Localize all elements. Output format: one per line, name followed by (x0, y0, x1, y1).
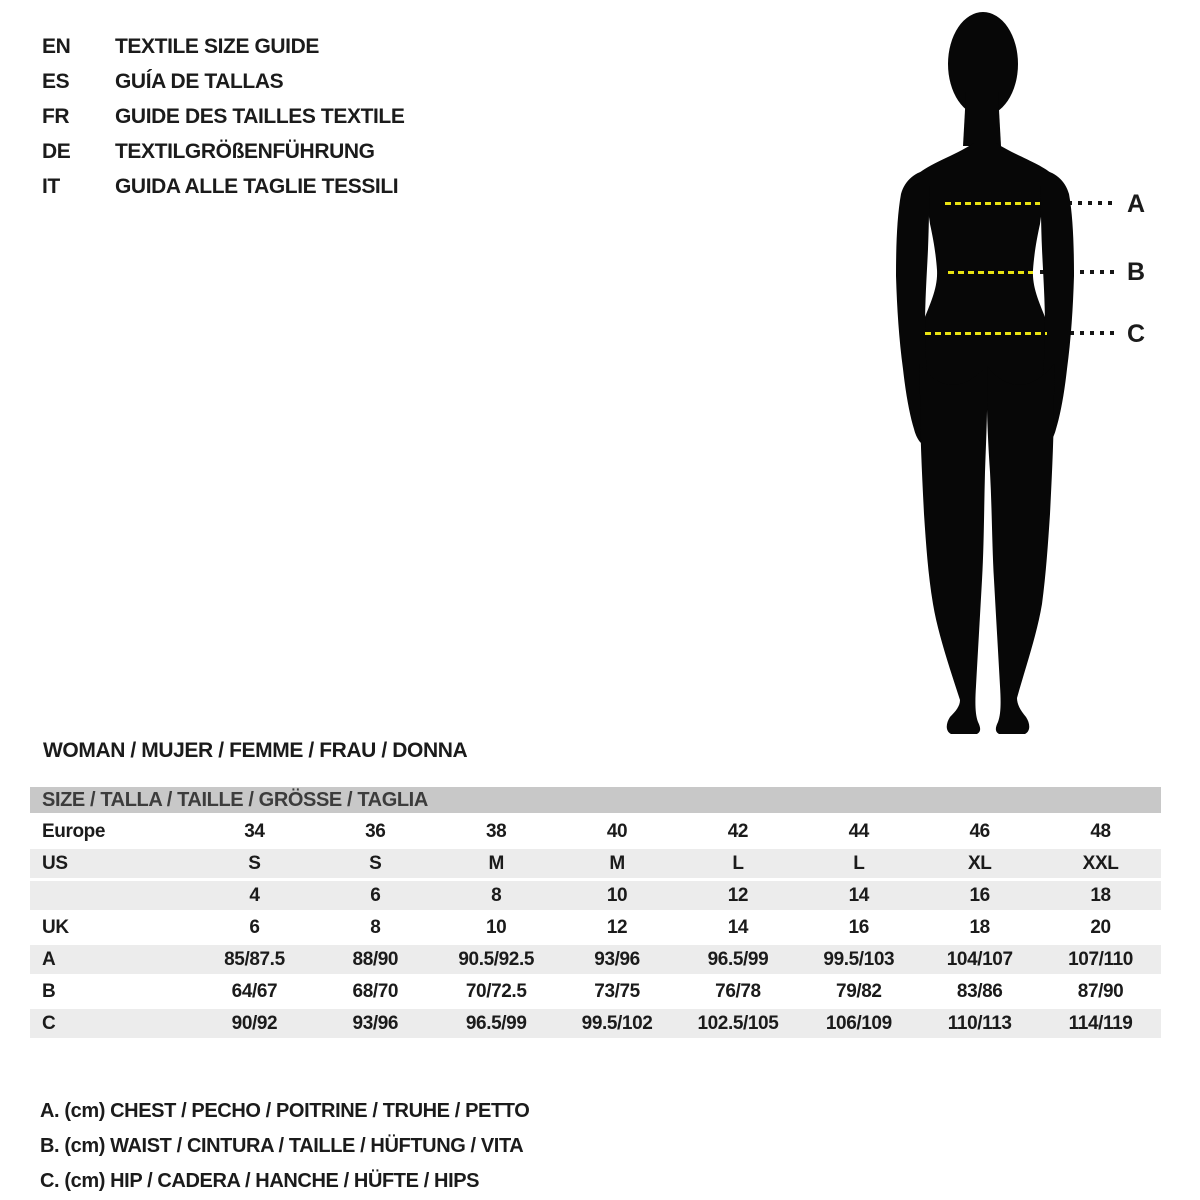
measurement-legend (40, 1094, 529, 1199)
size-cell: 114/119 (1068, 1012, 1133, 1034)
size-cell: 12 (727, 884, 749, 906)
row-label: B (42, 980, 56, 1002)
size-cell: S (248, 852, 261, 874)
row-label: A (42, 948, 56, 970)
size-cell: 68/70 (352, 980, 399, 1002)
table-row (30, 849, 1161, 878)
size-cell: S (369, 852, 382, 874)
table-row (30, 881, 1161, 910)
size-cell: 88/90 (352, 948, 399, 970)
size-cell: 104/107 (946, 948, 1013, 970)
size-cell: 93/96 (594, 948, 640, 970)
size-cell: 36 (365, 820, 386, 842)
size-cell: XXL (1082, 852, 1119, 874)
marker-b-dashed-line (948, 271, 1033, 274)
row-label: US (42, 852, 68, 874)
size-cell: 83/86 (956, 980, 1003, 1002)
size-cell: 70/72.5 (465, 980, 527, 1002)
size-cell: 110/113 (947, 1012, 1012, 1034)
size-cell: 10 (486, 916, 507, 938)
marker-c-dashed-line (925, 332, 1047, 335)
size-cell: 79/82 (836, 980, 882, 1002)
table-row (30, 945, 1161, 974)
language-code: FR (42, 105, 70, 128)
size-cell: 6 (370, 884, 381, 906)
size-cell: 10 (606, 884, 628, 906)
size-cell: 16 (848, 916, 869, 938)
size-cell: 6 (249, 916, 260, 938)
size-cell: 8 (491, 884, 502, 906)
size-cell: 46 (969, 820, 990, 842)
language-code: EN (42, 35, 71, 58)
woman-silhouette-icon (890, 4, 1090, 736)
marker-a-dashed-line (945, 202, 1040, 205)
table-row (30, 913, 1161, 942)
marker-c-label: C (1127, 320, 1146, 348)
language-title: TEXTILGRÖßENFÜHRUNG (115, 140, 375, 163)
size-cell: 106/109 (825, 1012, 892, 1034)
language-title: GUÍA DE TALLAS (115, 70, 284, 93)
size-cell: 12 (606, 916, 628, 938)
table-row (30, 817, 1161, 846)
size-cell: 90.5/92.5 (458, 948, 534, 970)
size-cell: 20 (1090, 916, 1111, 938)
size-cell: M (488, 852, 504, 874)
size-table-rows (30, 817, 1161, 1038)
size-cell: 42 (727, 820, 749, 842)
size-cell: 96.5/99 (707, 948, 769, 970)
size-cell: 107/110 (1068, 948, 1133, 970)
table-row (30, 1009, 1161, 1038)
size-cell: XL (967, 852, 992, 874)
size-cell: 14 (727, 916, 749, 938)
language-code: DE (42, 140, 71, 163)
size-cell: 93/96 (352, 1012, 399, 1034)
size-table-header: SIZE / TALLA / TAILLE / GRÖSSE / TAGLIA (30, 787, 1161, 813)
row-label: C (42, 1012, 56, 1034)
size-cell: 99.5/102 (581, 1012, 653, 1034)
size-cell: 4 (249, 884, 260, 906)
marker-a-label: A (1127, 190, 1146, 218)
row-label: Europe (42, 820, 106, 842)
size-cell: 85/87.5 (224, 948, 285, 970)
size-cell: 90/92 (231, 1012, 278, 1034)
size-cell: 102.5/105 (697, 1012, 779, 1034)
row-label: UK (42, 916, 69, 938)
gender-group-title: WOMAN / MUJER / FEMME / FRAU / DONNA (43, 739, 468, 762)
size-table (30, 787, 1161, 1041)
table-row (30, 977, 1161, 1006)
size-cell: 38 (486, 820, 507, 842)
language-code: IT (42, 175, 60, 198)
size-cell: 73/75 (594, 980, 640, 1002)
size-cell: L (853, 852, 865, 874)
marker-b-label: B (1127, 258, 1146, 286)
size-cell: 14 (848, 884, 869, 906)
size-cell: 40 (606, 820, 628, 842)
size-cell: 99.5/103 (823, 948, 895, 970)
language-code: ES (42, 70, 70, 93)
language-title: GUIDE DES TAILLES TEXTILE (115, 105, 405, 128)
size-cell: 76/78 (715, 980, 761, 1002)
legend-line-waist: B. (cm) WAIST / CINTURA / TAILLE / HÜFTUNG / VITA (40, 1135, 524, 1157)
language-title: TEXTILE SIZE GUIDE (115, 35, 319, 58)
size-cell: 87/90 (1077, 980, 1124, 1002)
size-cell: 34 (244, 820, 265, 842)
size-cell: M (609, 852, 625, 874)
size-cell: 96.5/99 (465, 1012, 527, 1034)
size-cell: 18 (969, 916, 990, 938)
size-cell: 44 (848, 820, 869, 842)
size-cell: 48 (1090, 820, 1111, 842)
size-cell: L (732, 852, 744, 874)
legend-line-chest: A. (cm) CHEST / PECHO / POITRINE / TRUHE / PETTO (40, 1100, 530, 1122)
legend-line-hip: C. (cm) HIP / CADERA / HANCHE / HÜFTE / HIPS (40, 1170, 480, 1192)
size-cell: 18 (1090, 884, 1111, 906)
size-cell: 16 (969, 884, 990, 906)
size-cell: 8 (370, 916, 381, 938)
size-cell: 64/67 (231, 980, 278, 1002)
language-title: GUIDA ALLE TAGLIE TESSILI (115, 175, 399, 198)
